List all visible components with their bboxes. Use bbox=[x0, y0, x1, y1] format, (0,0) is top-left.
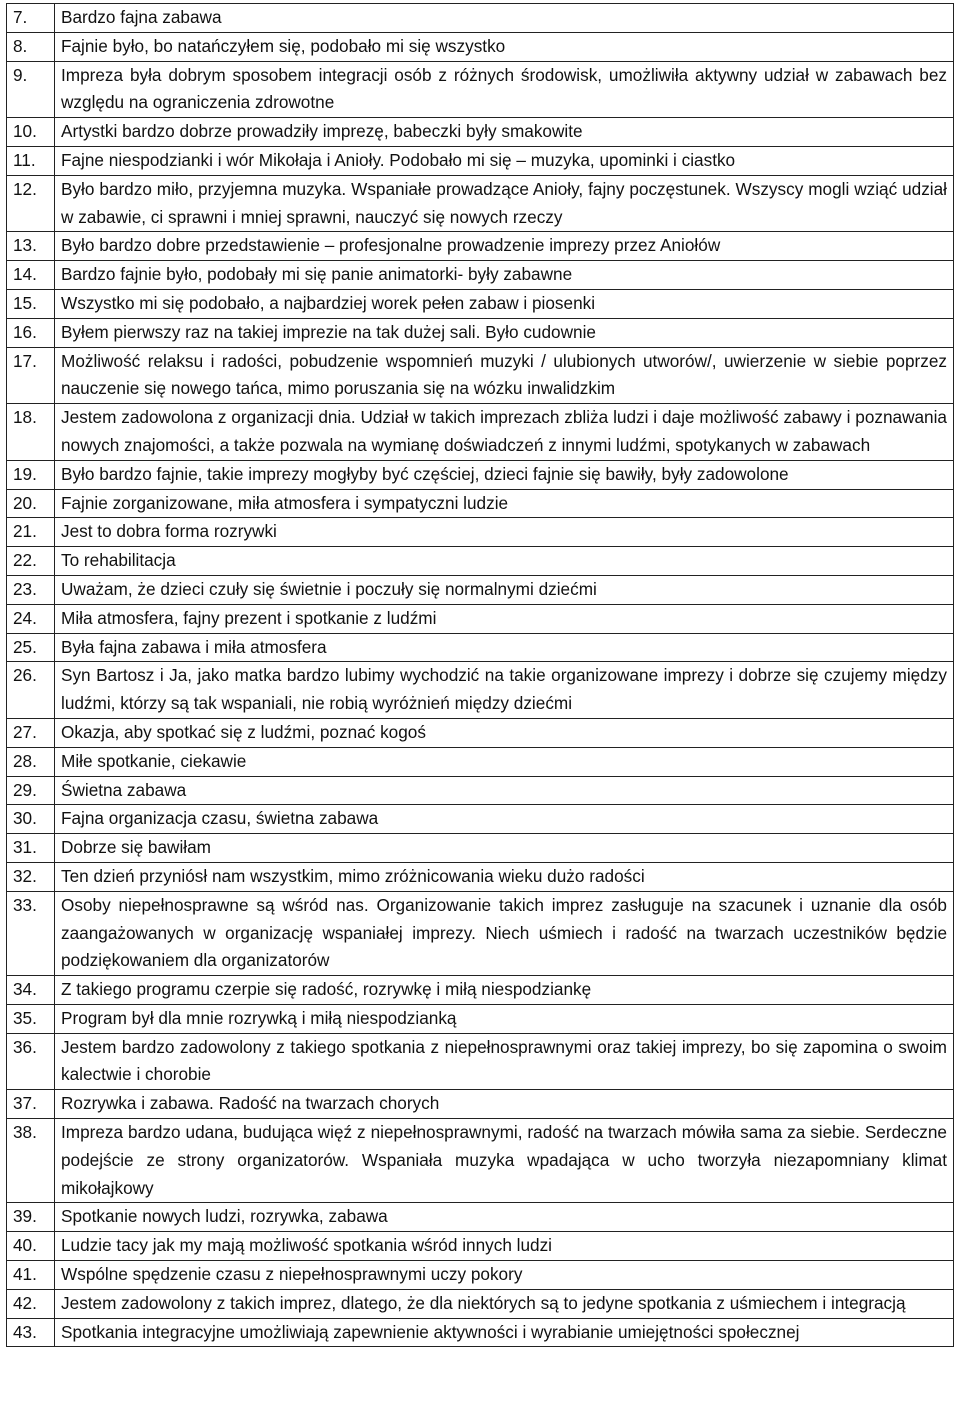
row-number: 29. bbox=[7, 776, 55, 805]
row-number: 42. bbox=[7, 1289, 55, 1318]
row-number: 36. bbox=[7, 1033, 55, 1090]
row-number: 37. bbox=[7, 1090, 55, 1119]
table-row bbox=[7, 1261, 954, 1290]
row-number: 22. bbox=[7, 547, 55, 576]
row-number: 15. bbox=[7, 289, 55, 318]
row-number: 35. bbox=[7, 1004, 55, 1033]
row-number: 16. bbox=[7, 318, 55, 347]
row-number: 30. bbox=[7, 805, 55, 834]
table-row bbox=[7, 175, 954, 232]
row-text: Fajne niespodzianki i wór Mikołaja i Anioły. Podobało mi się – muzyka, upominki i ciastko bbox=[55, 146, 954, 175]
table-row bbox=[7, 1318, 954, 1347]
row-text: Impreza bardzo udana, budująca więź z niepełnosprawnymi, radość na twarzach mówiła sama za siebie. Serdeczne podejście ze strony organizatorów. Wspaniała muzyka wpadająca w ucho tworzyła niezapomniany klimat mikołajkowy bbox=[55, 1119, 954, 1203]
row-text: Było bardzo dobre przedstawienie – profesjonalne prowadzenie imprezy przez Aniołów bbox=[55, 232, 954, 261]
table-row bbox=[7, 318, 954, 347]
table-row bbox=[7, 261, 954, 290]
row-number: 19. bbox=[7, 460, 55, 489]
responses-table bbox=[6, 3, 954, 1347]
row-text: Bardzo fajnie było, podobały mi się panie animatorki- były zabawne bbox=[55, 261, 954, 290]
row-number: 21. bbox=[7, 518, 55, 547]
row-text: Fajnie zorganizowane, miła atmosfera i sympatyczni ludzie bbox=[55, 489, 954, 518]
row-number: 26. bbox=[7, 662, 55, 719]
document-page bbox=[6, 3, 954, 1347]
row-number: 12. bbox=[7, 175, 55, 232]
row-number: 11. bbox=[7, 146, 55, 175]
table-row bbox=[7, 4, 954, 33]
table-row bbox=[7, 518, 954, 547]
row-text: Uważam, że dzieci czuły się świetnie i poczuły się normalnymi dziećmi bbox=[55, 575, 954, 604]
row-number: 14. bbox=[7, 261, 55, 290]
table-row bbox=[7, 1289, 954, 1318]
table-row bbox=[7, 547, 954, 576]
row-number: 25. bbox=[7, 633, 55, 662]
row-number: 34. bbox=[7, 976, 55, 1005]
row-text: Byłem pierwszy raz na takiej imprezie na tak dużej sali. Było cudownie bbox=[55, 318, 954, 347]
row-number: 43. bbox=[7, 1318, 55, 1347]
row-text: Wszystko mi się podobało, a najbardziej worek pełen zabaw i piosenki bbox=[55, 289, 954, 318]
row-text: Syn Bartosz i Ja, jako matka bardzo lubimy wychodzić na takie organizowane imprezy i dobrze się czujemy między ludźmi, którzy są tak wspaniali, nie robią wyróżnień między dziećmi bbox=[55, 662, 954, 719]
table-row bbox=[7, 633, 954, 662]
row-text: Ten dzień przyniósł nam wszystkim, mimo zróżnicowania wieku dużo radości bbox=[55, 862, 954, 891]
row-text: Jestem zadowolona z organizacji dnia. Udział w takich imprezach zbliża ludzi i daje możliwość zabawy i poznawania nowych znajomości, a także pozwala na wymianę doświadczeń z innymi ludźmi, spotykanych w zabawach bbox=[55, 404, 954, 461]
row-text: Impreza była dobrym sposobem integracji osób z różnych środowisk, umożliwiła aktywny udział w zabawach bez względu na ograniczenia zdrowotne bbox=[55, 61, 954, 118]
row-number: 40. bbox=[7, 1232, 55, 1261]
row-text: Program był dla mnie rozrywką i miłą niespodzianką bbox=[55, 1004, 954, 1033]
table-row bbox=[7, 604, 954, 633]
row-text: Okazja, aby spotkać się z ludźmi, poznać kogoś bbox=[55, 718, 954, 747]
row-number: 28. bbox=[7, 747, 55, 776]
table-row bbox=[7, 1203, 954, 1232]
table-row bbox=[7, 575, 954, 604]
table-row bbox=[7, 1004, 954, 1033]
table-row bbox=[7, 776, 954, 805]
table-row bbox=[7, 347, 954, 404]
row-text: Możliwość relaksu i radości, pobudzenie wspomnień muzyki / ulubionych utworów/, uwierzenie w siebie poprzez nauczenie się nowego tańca, mimo poruszania się na wózku inwalidzkim bbox=[55, 347, 954, 404]
responses-table-body bbox=[7, 4, 954, 1347]
table-row bbox=[7, 232, 954, 261]
table-row bbox=[7, 662, 954, 719]
table-row bbox=[7, 460, 954, 489]
row-number: 10. bbox=[7, 118, 55, 147]
row-text: Jestem bardzo zadowolony z takiego spotkania z niepełnosprawnymi oraz takiej imprezy, bo się zapomina o swoim kalectwie i chorobie bbox=[55, 1033, 954, 1090]
row-number: 7. bbox=[7, 4, 55, 33]
row-number: 13. bbox=[7, 232, 55, 261]
row-text: To rehabilitacja bbox=[55, 547, 954, 576]
row-text: Wspólne spędzenie czasu z niepełnosprawnymi uczy pokory bbox=[55, 1261, 954, 1290]
row-text: Miłe spotkanie, ciekawie bbox=[55, 747, 954, 776]
table-row bbox=[7, 289, 954, 318]
table-row bbox=[7, 891, 954, 975]
row-number: 33. bbox=[7, 891, 55, 975]
row-text: Z takiego programu czerpie się radość, rozrywkę i miłą niespodziankę bbox=[55, 976, 954, 1005]
table-row bbox=[7, 1033, 954, 1090]
row-text: Osoby niepełnosprawne są wśród nas. Organizowanie takich imprez zasługuje na szacunek i uznanie dla osób zaangażowanych w organizację wspaniałej imprezy. Niech uśmiech i radość na twarzach uczestników będzie podziękowaniem dla organizatorów bbox=[55, 891, 954, 975]
table-row bbox=[7, 61, 954, 118]
table-row bbox=[7, 118, 954, 147]
table-row bbox=[7, 146, 954, 175]
row-text: Miła atmosfera, fajny prezent i spotkanie z ludźmi bbox=[55, 604, 954, 633]
row-number: 9. bbox=[7, 61, 55, 118]
row-number: 27. bbox=[7, 718, 55, 747]
row-number: 8. bbox=[7, 32, 55, 61]
table-row bbox=[7, 834, 954, 863]
row-text: Ludzie tacy jak my mają możliwość spotkania wśród innych ludzi bbox=[55, 1232, 954, 1261]
row-text: Spotkanie nowych ludzi, rozrywka, zabawa bbox=[55, 1203, 954, 1232]
row-number: 32. bbox=[7, 862, 55, 891]
row-text: Świetna zabawa bbox=[55, 776, 954, 805]
row-number: 18. bbox=[7, 404, 55, 461]
table-row bbox=[7, 489, 954, 518]
row-number: 24. bbox=[7, 604, 55, 633]
row-text: Fajna organizacja czasu, świetna zabawa bbox=[55, 805, 954, 834]
table-row bbox=[7, 1232, 954, 1261]
table-row bbox=[7, 1119, 954, 1203]
row-text: Jest to dobra forma rozrywki bbox=[55, 518, 954, 547]
row-text: Była fajna zabawa i miła atmosfera bbox=[55, 633, 954, 662]
table-row bbox=[7, 976, 954, 1005]
row-number: 38. bbox=[7, 1119, 55, 1203]
row-text: Było bardzo miło, przyjemna muzyka. Wspaniałe prowadzące Anioły, fajny poczęstunek. Wszyscy mogli wziąć udział w zabawie, ci sprawni i mniej sprawni, nauczyć się nowych rzeczy bbox=[55, 175, 954, 232]
row-number: 17. bbox=[7, 347, 55, 404]
table-row bbox=[7, 1090, 954, 1119]
row-text: Fajnie było, bo natańczyłem się, podobało mi się wszystko bbox=[55, 32, 954, 61]
table-row bbox=[7, 404, 954, 461]
row-text: Dobrze się bawiłam bbox=[55, 834, 954, 863]
table-row bbox=[7, 862, 954, 891]
row-text: Jestem zadowolony z takich imprez, dlatego, że dla niektórych są to jedyne spotkania z uśmiechem i integracją bbox=[55, 1289, 954, 1318]
table-row bbox=[7, 718, 954, 747]
row-text: Artystki bardzo dobrze prowadziły imprezę, babeczki były smakowite bbox=[55, 118, 954, 147]
table-row bbox=[7, 747, 954, 776]
row-text: Było bardzo fajnie, takie imprezy mogłyby być częściej, dzieci fajnie się bawiły, były zadowolone bbox=[55, 460, 954, 489]
row-number: 31. bbox=[7, 834, 55, 863]
row-number: 23. bbox=[7, 575, 55, 604]
row-text: Spotkania integracyjne umożliwiają zapewnienie aktywności i wyrabianie umiejętności społecznej bbox=[55, 1318, 954, 1347]
row-number: 39. bbox=[7, 1203, 55, 1232]
table-row bbox=[7, 32, 954, 61]
table-row bbox=[7, 805, 954, 834]
row-text: Rozrywka i zabawa. Radość na twarzach chorych bbox=[55, 1090, 954, 1119]
row-number: 41. bbox=[7, 1261, 55, 1290]
row-number: 20. bbox=[7, 489, 55, 518]
row-text: Bardzo fajna zabawa bbox=[55, 4, 954, 33]
